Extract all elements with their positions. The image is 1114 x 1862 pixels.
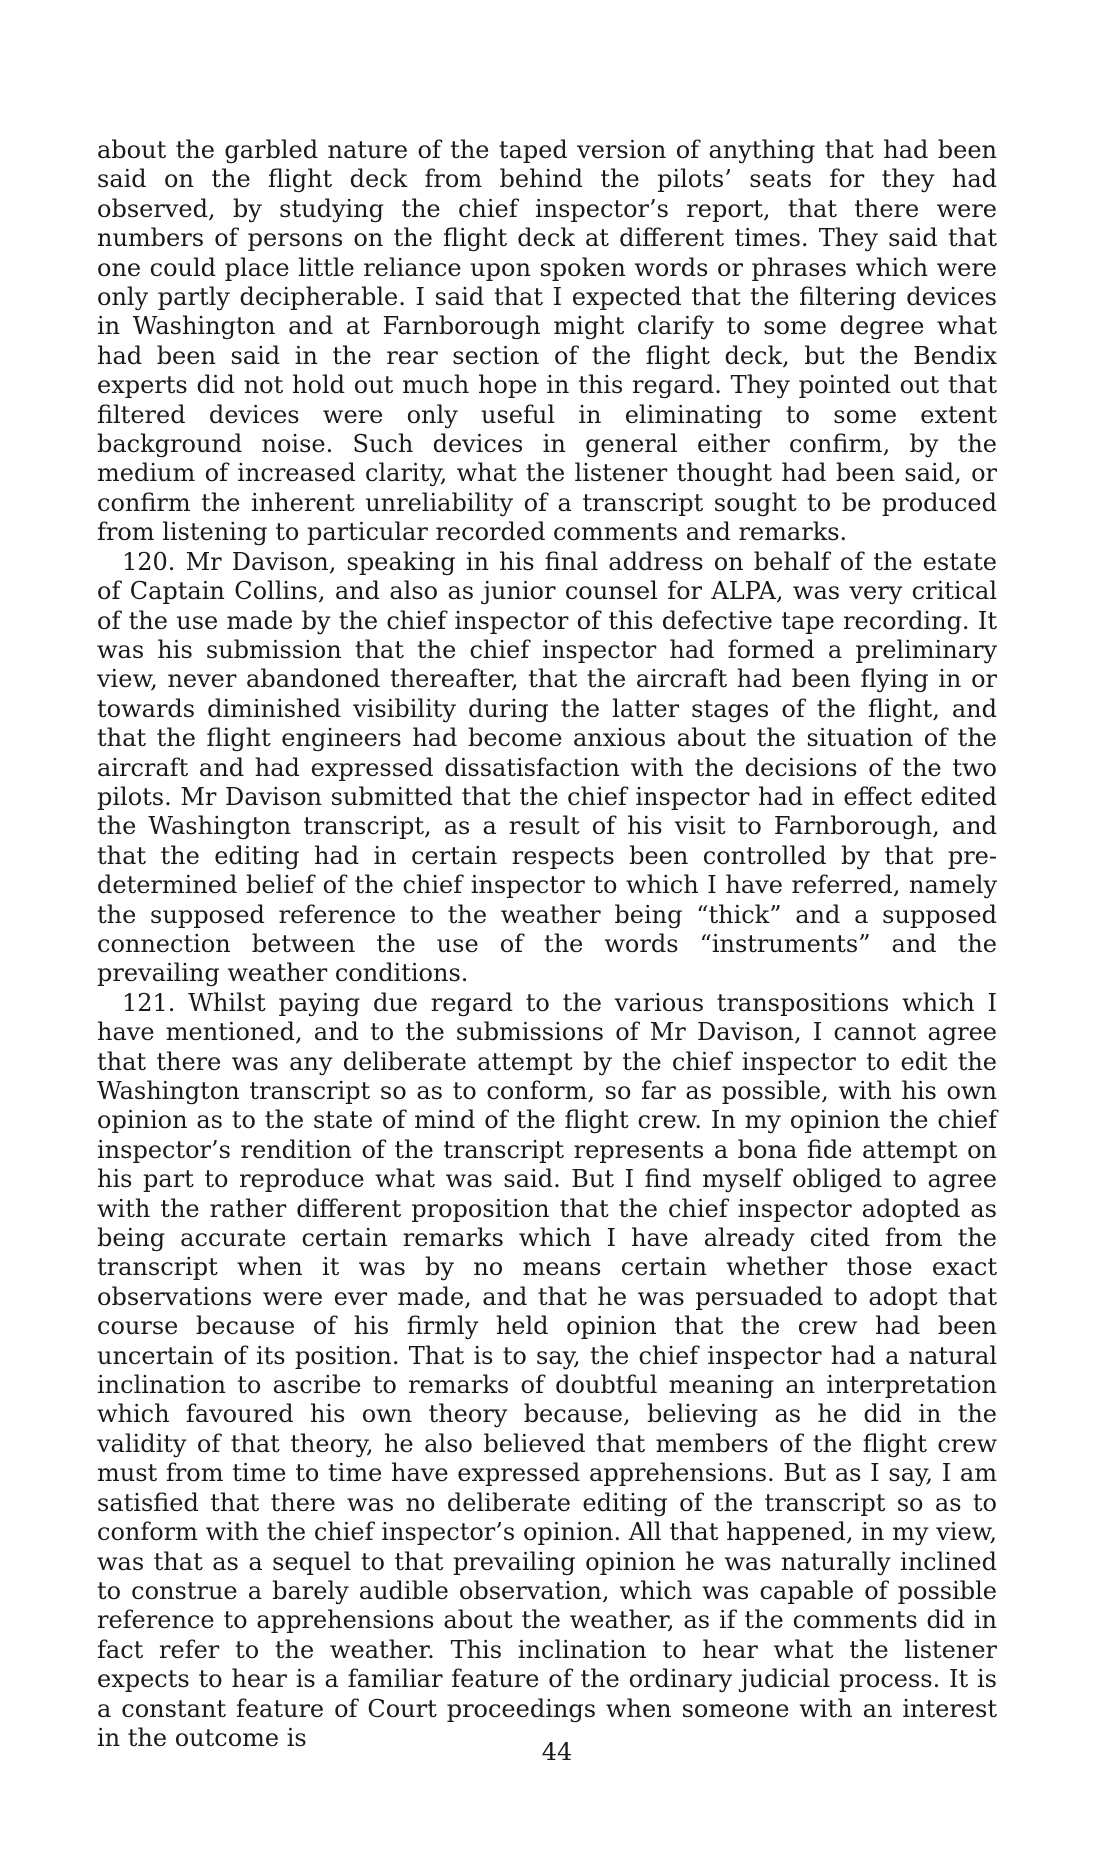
paragraph-121: 121. Whilst paying due regard to the various transpositions which I have mentioned, and to the submissions of Mr Davison, I cannot agree that there was any deliberate attempt by the chief inspector to edit the Washington transcript so as to conform, so far as possible, with his own opinion as to the state of mind of the flight crew. In my opinion the chief inspector’s rendition of the transcript represents a bona fide attempt on his part to reproduce what was said. But I find myself obliged to agree with the rather different proposition that the chief inspector adopted as being accurate certain remarks which I have already cited from the transcript when it was by no means certain whether those exact observations were ever made, and that he was persuaded to adopt that course because of his firmly held opinion that the crew had been uncertain of its position. That is to say, the chief inspector had a natural inclination to ascribe to remarks of doubtful meaning an interpretation which favoured his own theory because, believing as he did in the validity of that theory, he also believed that members of the flight crew must from time to time have expressed apprehensions. But as I say, I am satisfied that there was no deliberate editing of the transcript so as to conform with the chief inspector’s opinion. All that happened, in my view, was that as a sequel to that prevailing opinion he was naturally inclined to construe a barely audible observation, which was capable of possible reference to apprehensions about the weather, as if the comments did in fact refer to the weather. This inclination to hear what the listener expects to hear is a familiar feature of the ordinary judicial process. It is a constant feature of Court proceedings when someone with an interest in the outcome is [97,988,997,1752]
page-number: 44 [541,1738,573,1766]
paragraph-120: 120. Mr Davison, speaking in his final address on behalf of the estate of Captain Collins, and also as junior counsel for ALPA, was very critical of the use made by the chief inspector of this defective tape recording. It was his submission that the chief inspector had formed a preliminary view, never abandoned thereafter, that the aircraft had been flying in or towards diminished visibility during the latter stages of the flight, and that the flight engineers had become anxious about the situation of the aircraft and had expressed dissatisfaction with the decisions of the two pilots. Mr Davison submitted that the chief inspector had in effect edited the Washington transcript, as a result of his visit to Farnborough, and that the editing had in certain respects been controlled by that pre-determined belief of the chief inspector to which I have referred, namely the supposed reference to the weather being “thick” and a supposed connection between the use of the words “instruments” and the prevailing weather conditions. [97,547,997,988]
paragraph-continuation: about the garbled nature of the taped version of anything that had been said on the flight deck from behind the pilots’ seats for they had observed, by studying the chief inspector’s report, that there were numbers of persons on the flight deck at different times. They said that one could place little reliance upon spoken words or phrases which were only partly decipherable. I said that I expected that the filtering devices in Washington and at Farnborough might clarify to some degree what had been said in the rear section of the flight deck, but the Bendix experts did not hold out much hope in this regard. They pointed out that filtered devices were only useful in eliminating to some extent background noise. Such devices in general either confirm, by the medium of increased clarity, what the listener thought had been said, or confirm the inherent unreliability of a transcript sought to be produced from listening to particular recorded comments and remarks. [97,136,997,547]
body-text [97,136,997,1753]
